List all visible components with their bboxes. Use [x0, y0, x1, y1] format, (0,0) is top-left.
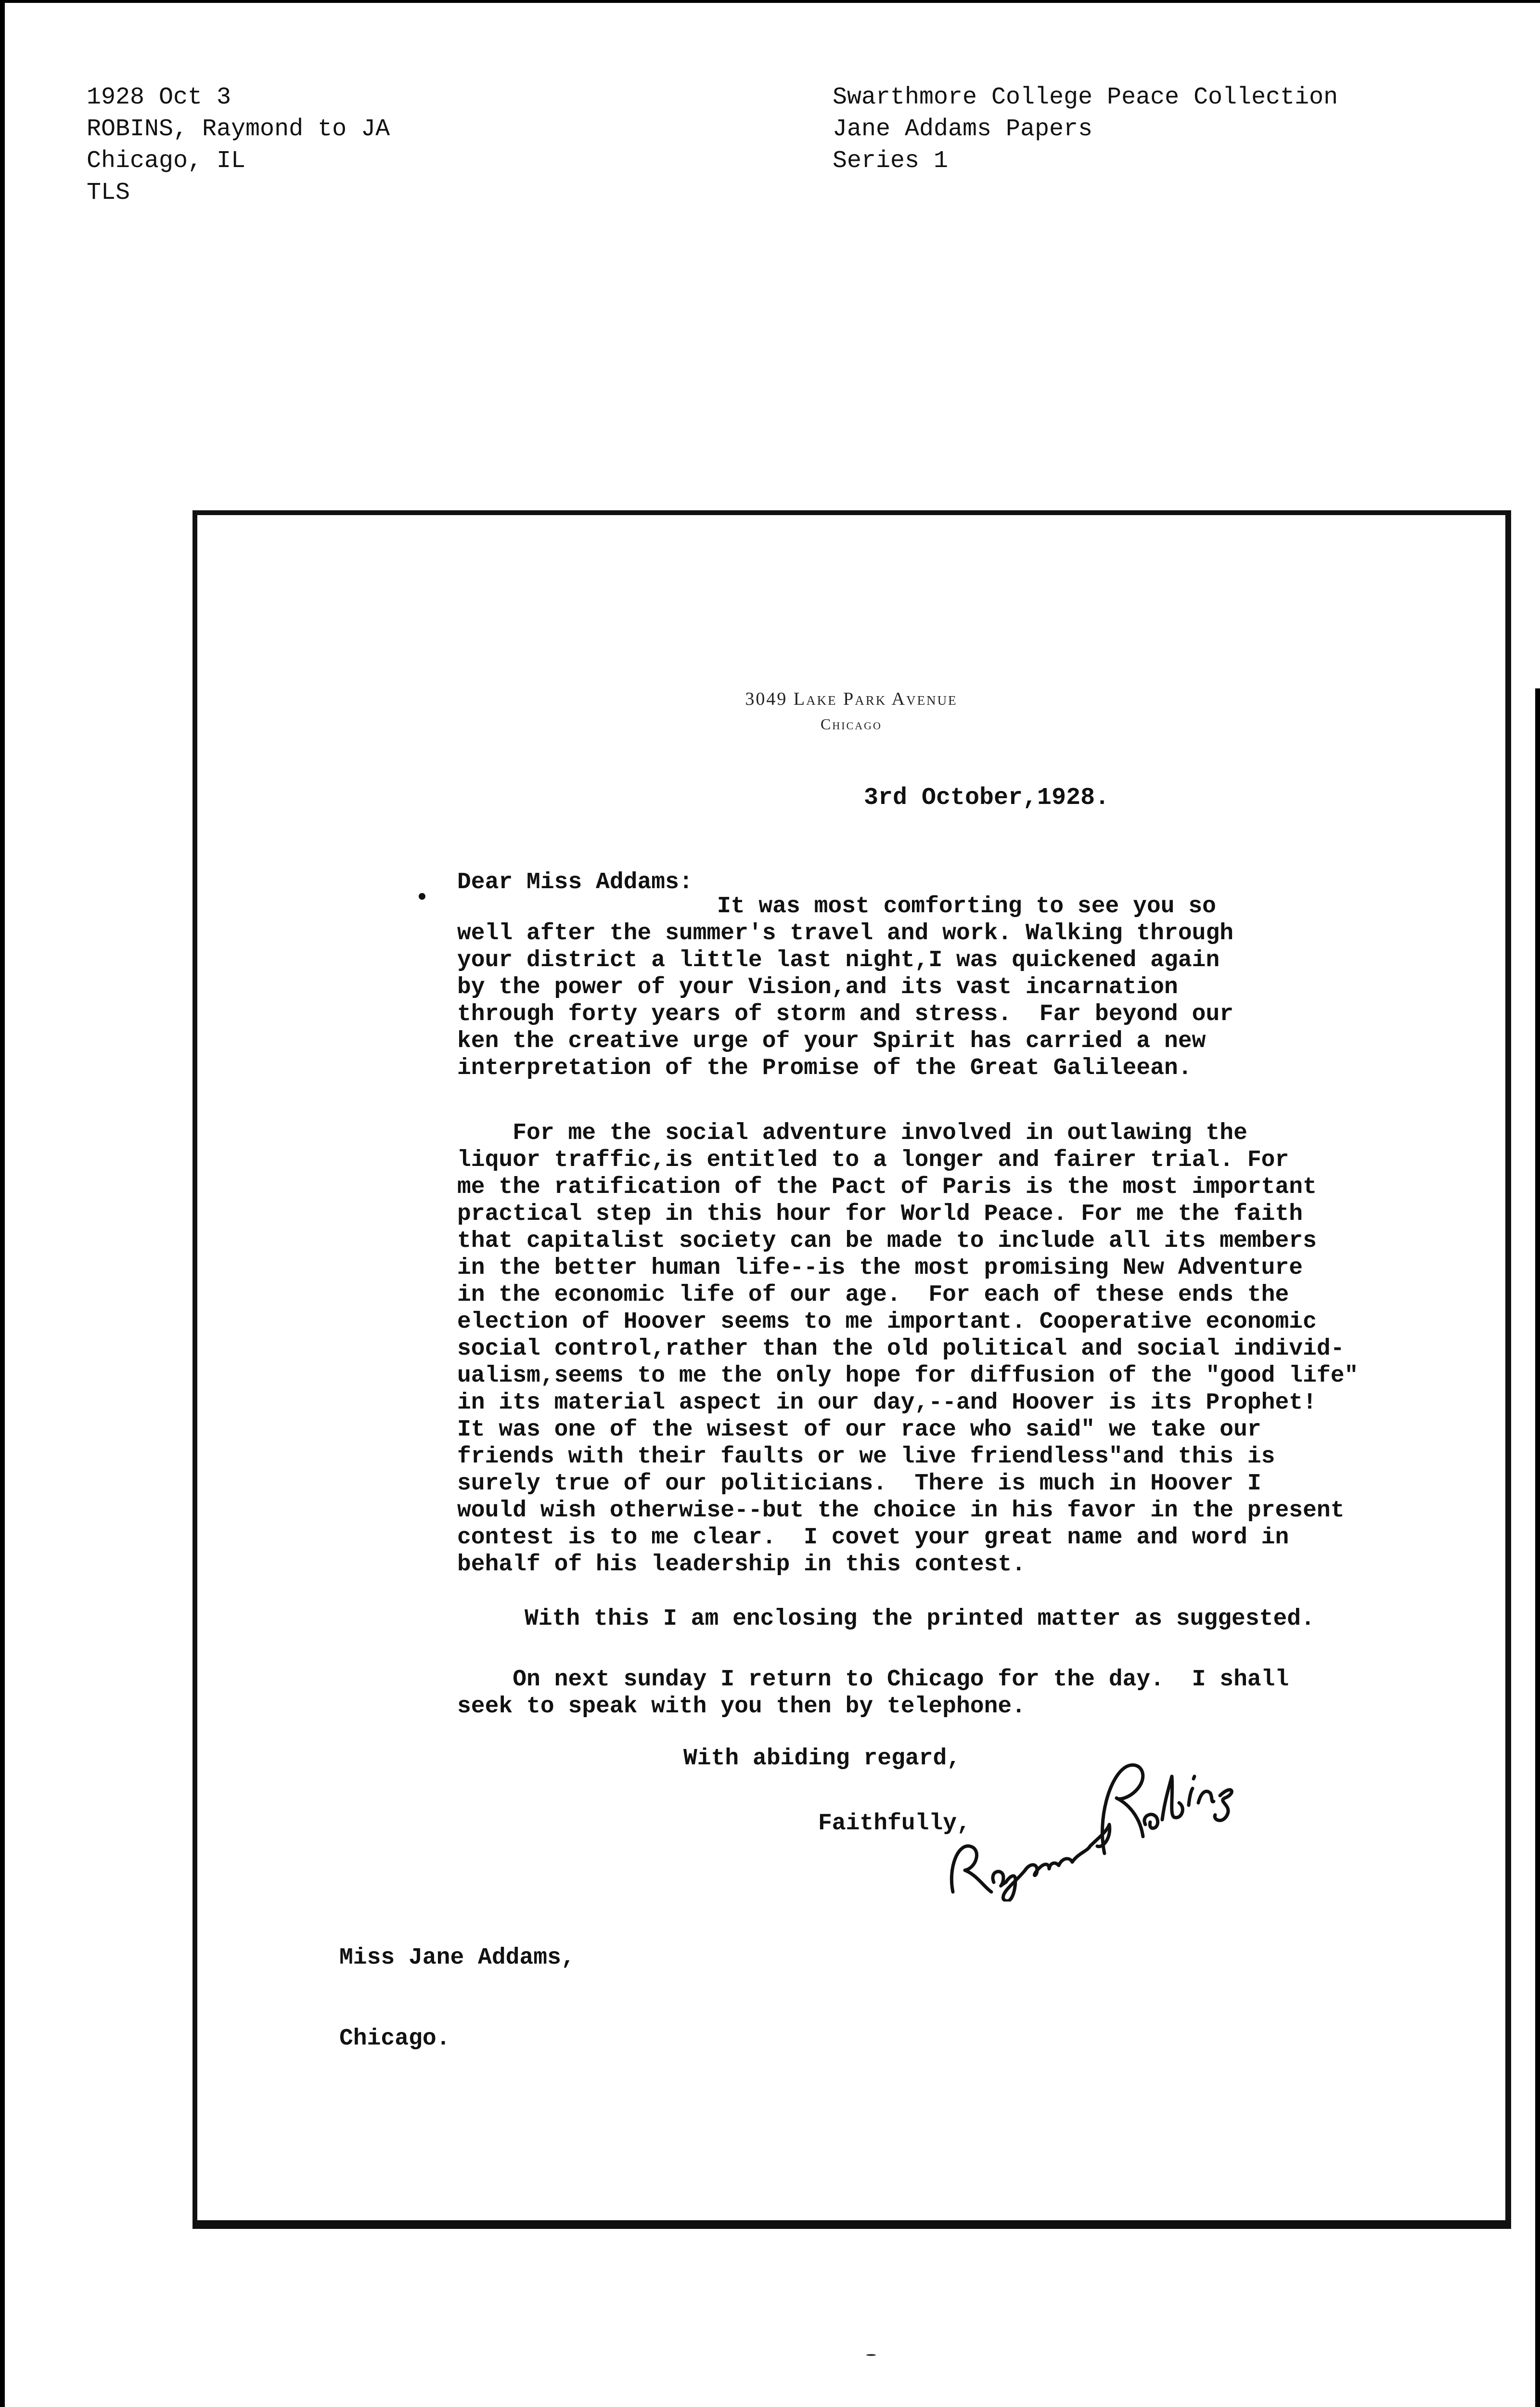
- handwritten-signature: [943, 1747, 1242, 1902]
- archive-papers: Jane Addams Papers: [833, 116, 1093, 143]
- paragraph-3: With this I am enclosing the printed matter as suggested.: [525, 1606, 1315, 1632]
- archive-date: 1928 Oct 3: [87, 84, 231, 111]
- closing-faithfully: Faithfully,: [818, 1811, 971, 1837]
- recipient-city: Chicago.: [339, 2026, 450, 2052]
- archive-correspondent: ROBINS, Raymond to JA: [87, 116, 390, 143]
- recipient-name: Miss Jane Addams,: [339, 1945, 575, 1971]
- archive-citation-left: [87, 82, 390, 209]
- margin-mark: [419, 893, 425, 900]
- paragraph-2: For me the social adventure involved in outlawing the liquor traffic,is entitled to a longer and fairer trial. For me the ratification of the Pact of Paris is the most important practical step in this hour for World Peace. For me the faith that capitalist society can be made to include all its members in the better human life--is the most promising New Adventure in the economic life of our age. For each of these ends the election of Hoover seems to me important. Cooperative economic social control,rather than the old political and social individ- ualism,seems to me the only hope for diffusion of the "good life" in its material aspect in our day,--and Hoover is its Prophet! It was one of the wisest of our race who said" we take our friends with their faults or we live friendless"and this is surely true of our politicians. There is much in Hoover I would wish otherwise--but the choice in his favor in the present contest is to me clear. I covet your great name and word in behalf of his leadership in this contest.: [457, 1120, 1359, 1578]
- paragraph-4: On next sunday I return to Chicago for the day. I shall seek to speak with you then by telephone.: [457, 1667, 1289, 1720]
- scan-speck: [866, 2354, 876, 2356]
- paragraph-1-first-line: It was most comforting to see you so: [717, 893, 1216, 919]
- letter-date: 3rd October,1928.: [864, 784, 1110, 812]
- paragraph-1: well after the summer's travel and work. Walking through your district a little last night,I was quickened again by the power of your Vision,and its vast incarnation through forty years of storm and stress. Far beyond our ken the creative urge of your Spirit has carried a new interpretation of the Promise of the Great Galileean.: [457, 920, 1234, 1081]
- recipient-address: [339, 1890, 575, 2106]
- archive-type: TLS: [87, 179, 130, 207]
- scan-edge-top: [0, 0, 1540, 3]
- letterhead-address: 3049 Lake Park Avenue: [745, 689, 958, 709]
- archive-series: Series 1: [833, 147, 949, 175]
- archive-citation-right: [833, 82, 1338, 177]
- archive-place: Chicago, IL: [87, 147, 246, 175]
- archive-collection: Swarthmore College Peace Collection: [833, 84, 1338, 111]
- salutation: Dear Miss Addams:: [457, 869, 693, 895]
- letterhead-city: Chicago: [821, 715, 882, 733]
- scan-edge-right: [1535, 688, 1540, 2407]
- scan-edge-left: [0, 0, 5, 2407]
- closing-regard: With abiding regard,: [683, 1746, 961, 1772]
